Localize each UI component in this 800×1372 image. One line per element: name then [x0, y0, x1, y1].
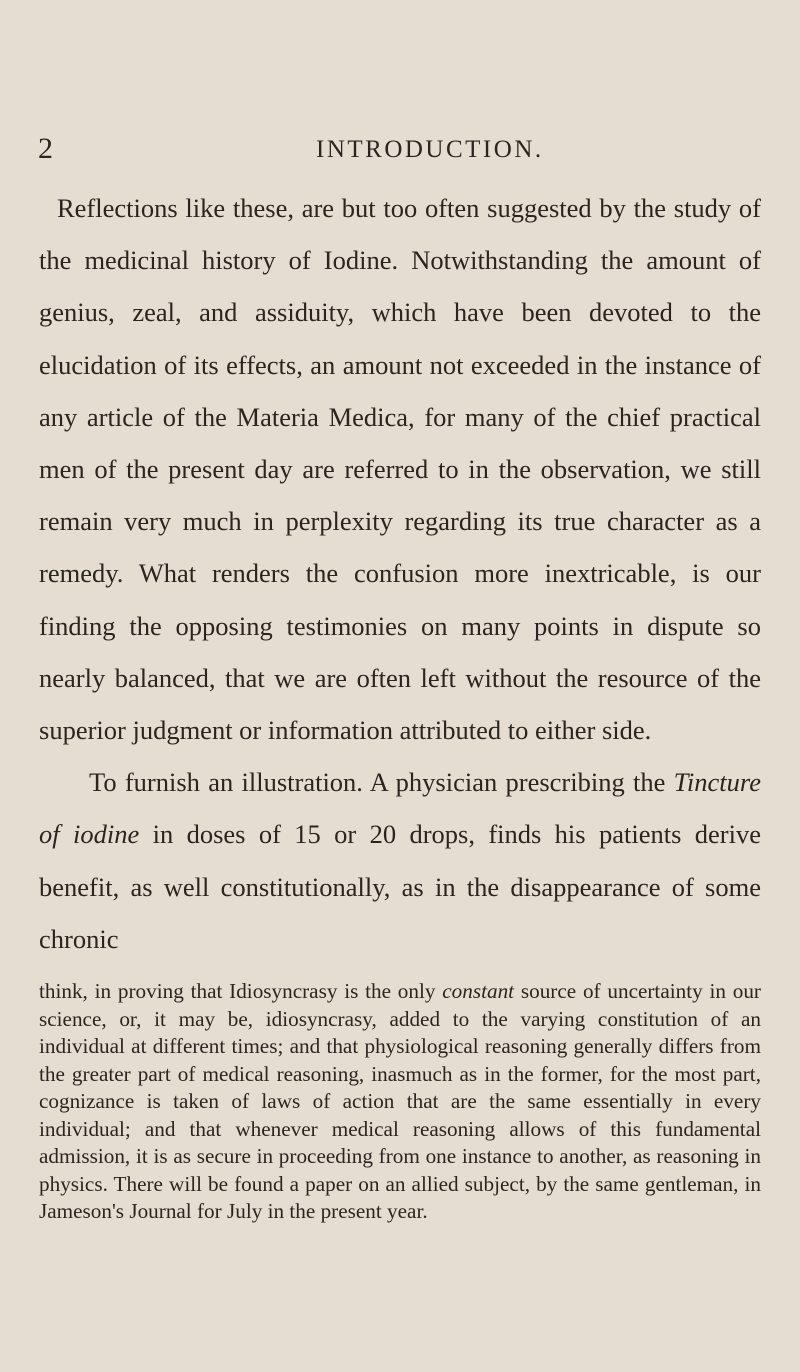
footnote-start: think, in proving that Idiosyncrasy is the only — [39, 979, 443, 1003]
paragraph-2-end: in doses of 15 or 20 drops, finds his patients derive benefit, as well constitutionally, as in the disappearance of some chronic — [39, 819, 761, 954]
paragraph-2-start: To furnish an illustration. A physician prescribing the — [89, 767, 674, 798]
footnote-italic-constant: constant — [442, 979, 515, 1003]
footnote-text — [39, 978, 761, 1226]
running-head: INTRODUCTION. — [316, 136, 544, 163]
tincture-of-iodine-italic: Tincture of iodine — [39, 767, 761, 850]
page-header — [38, 132, 758, 172]
page-number: 2 — [38, 132, 53, 165]
paragraph-1: Reflections like these, are but too often suggested by the study of the medicinal history of Iodine. Notwithstanding the amount of genius, zeal, and assiduity, which have been devoted to the elucidation of its effects, an amount not exceeded in the instance of any article of the Materia Medica, for many of the chief practical men of the present day are referred to in the observation, we still remain very much in perplexity regarding its true character as a remedy. What renders the confusion more inextricable, is our finding the opposing testimonies on many points in dispute so nearly balanced, that we are often left without the resource of the superior judgment or information attributed to either side. — [39, 193, 761, 746]
footnote-end: source of uncertainty in our science, or, it may be, idiosyncrasy, added to the varying constitution of an individual at different times; and that physiological reasoning generally differs from the greater part of medical reasoning, inasmuch as in the former, for the most part, cognizance is taken of laws of action that are the same essentially in every individual; and that whenever medical reasoning allows of this fundamental admission, it is as secure in proceeding from one instance to another, as reasoning in physics. There will be found a paper on an allied subject, by the same gentleman, in Jameson's Journal for July in the present year. — [39, 979, 761, 1223]
main-text — [39, 182, 761, 965]
paragraph-2 — [39, 756, 761, 965]
footnote — [39, 978, 761, 1226]
